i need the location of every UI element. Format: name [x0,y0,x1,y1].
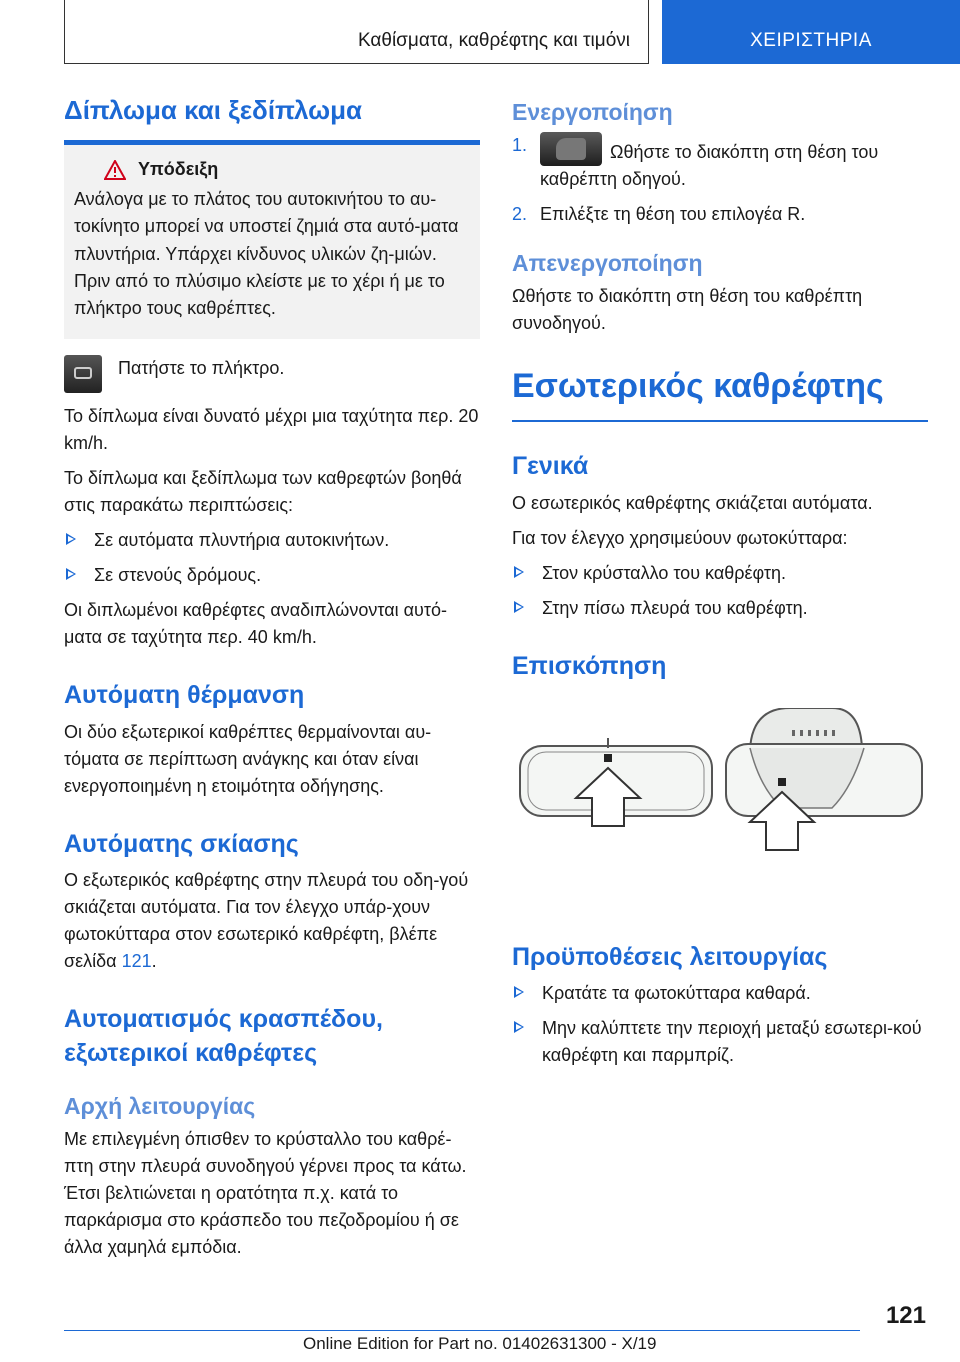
triangle-bullet-icon [514,566,524,578]
notice-box [64,145,480,339]
paragraph-dimming: Ο εξωτερικός καθρέφτης στην πλευρά του οδη-γού σκιάζεται αυτόματα. Για τον έλεγχο υπάρ-χουν φωτοκύτταρα στον εσωτερικό καθρέφτη, βλέπε σελίδα 121. [64,870,469,972]
heading-deactivation: Απενεργοποίηση [512,250,703,276]
list-item: 2. Επιλέξτε τη θέση του επιλογέα R. [512,204,806,224]
notice-text: Ανάλογα με το πλάτος του αυτοκινήτου το αυ-τοκίνητο μπορεί να υποστεί ζημιά στα αυτό-ματα πλυντήρια. Υπάρχει κίνδυνος υλικών ζη-μιών. Πριν από το πλύσιμο κλείστε με το χέρι ή με το πλήκτρο τους καθρέπτες. [74,189,459,319]
paragraph-fold-usage: Το δίπλωμα και ξεδίπλωμα των καθρεφτών βοηθά στις παρακάτω περιπτώσεις: [64,467,462,515]
triangle-bullet-icon [66,568,76,580]
notice-header [74,159,470,180]
list-item: 1. Ωθήστε το διακόπτη στη θέση του καθρέπτη οδηγού. [512,132,928,193]
page-link[interactable]: 121 [121,951,152,972]
press-instruction [64,355,480,393]
triangle-bullet-icon [66,533,76,545]
section-title-interior-mirror: Εσωτερικός καθρέφτης [512,367,928,422]
header-section-tab [662,0,960,64]
list-item: Στον κρύσταλλο του καθρέφτη. [512,560,928,587]
mirror-fold-button-icon [64,355,102,393]
left-column [64,95,480,1269]
paragraph-deactivation: Ωθήστε το διακόπτη στη θέση του καθρέπτη συνοδηγού. [512,286,863,333]
section-title-folding: Δίπλωμα και ξεδίπλωμα [64,95,480,145]
paragraph-heating: Οι δύο εξωτερικοί καθρέπτες θερμαίνονται αυ-τόματα σε περίπτωση ανάγκης και όταν είναι ενεργοποιημένη η ετοιμότητα οδήγησης. [64,721,432,796]
heading-curb-automatic: Αυτοματισμός κρασπέδου, εξωτερικοί καθρέφτες [64,1005,383,1068]
list-item: Κρατάτε τα φωτοκύτταρα καθαρά. [512,980,928,1007]
footer-edition: Online Edition for Part no. 01402631300 - X/19 [303,1334,657,1353]
footer-divider [64,1330,860,1331]
heading-requirements: Προϋποθέσεις λειτουργίας [512,942,828,971]
bullet-list-requirements [512,980,928,1069]
warning-triangle-icon [104,160,126,180]
triangle-bullet-icon [514,1021,524,1033]
heading-principle: Αρχή λειτουργίας [64,1092,256,1119]
triangle-bullet-icon [514,986,524,998]
right-column [512,95,928,1077]
header-chapter: Καθίσματα, καθρέφτης και τιμόνι [357,30,630,51]
heading-auto-heating: Αυτόματη θέρμανση [64,680,305,709]
activation-steps [512,132,928,228]
heading-overview: Επισκόπηση [512,651,667,680]
notice-title: Υπόδειξη [138,159,219,179]
page-number: 121 [885,1302,926,1329]
mirror-switch-icon [540,132,602,166]
bullet-list-fold [64,527,480,589]
list-item: Στην πίσω πλευρά του καθρέφτη. [512,595,928,622]
paragraph-fold-speed: Το δίπλωμα είναι δυνατό μέχρι μια ταχύτητα περ. 20 km/h. [64,405,479,453]
list-item: Σε αυτόματα πλυντήρια αυτοκινήτων. [64,527,480,554]
triangle-bullet-icon [514,601,524,613]
paragraph-principle: Με επιλεγμένη όπισθεν το κρύσταλλο του καθρέ-πτη στην πλευρά συνοδηγού γέρνει προς τα κάτω. Έτσι βελτιώνεται η ορατότητα π.χ. κατά το παρκάρισμα στο κράσπεδο του πεζοδρομίου ή σε άλλα χαμηλά εμπόδια. [64,1128,467,1257]
list-item: Μην καλύπτετε την περιοχή μεταξύ εσωτερι-κού καθρέφτη και παρμπρίζ. [512,1015,928,1069]
list-item: Σε στενούς δρόμους. [64,562,480,589]
paragraph-unfold-speed: Οι διπλωμένοι καθρέφτες αναδιπλώνονται αυτό-ματα σε ταχύτητα περ. 40 km/h. [64,599,447,647]
bullet-list-photocells [512,560,928,622]
header-chapter-box [64,0,649,64]
header-section: ΧΕΙΡΙΣΤΗΡΙΑ [750,30,872,51]
press-text: Πατήστε το πλήκτρο. [118,357,285,378]
heading-general: Γενικά [512,452,589,480]
interior-mirror-illustration [512,708,928,898]
heading-auto-dimming: Αυτόματης σκίασης [64,829,299,858]
paragraph-general-2: Για τον έλεγχο χρησιμεύουν φωτοκύτταρα: [512,527,848,548]
paragraph-general-1: Ο εσωτερικός καθρέφτης σκιάζεται αυτόματα. [512,492,873,513]
heading-activation: Ενεργοποίηση [512,99,673,125]
